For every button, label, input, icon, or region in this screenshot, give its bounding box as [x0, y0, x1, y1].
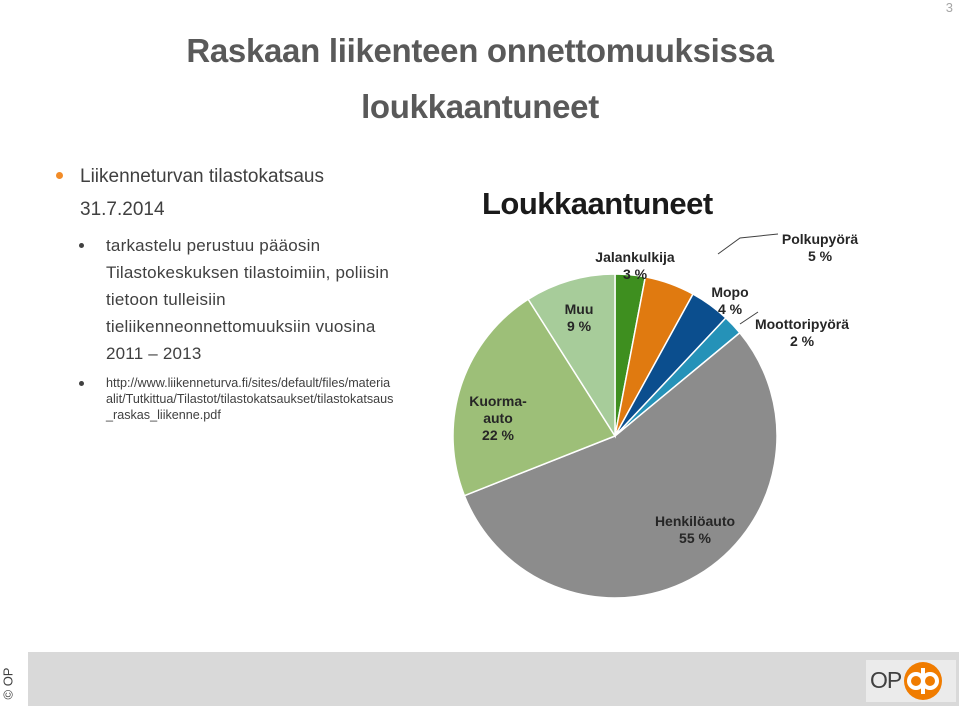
leader-line	[718, 234, 778, 254]
chart-title: Loukkaantuneet	[482, 186, 713, 221]
copyright	[0, 662, 24, 706]
footer-band	[28, 652, 959, 706]
op-logo-icon	[902, 660, 944, 702]
title-line-2: loukkaantuneet	[361, 88, 599, 125]
sub-bullet-dot-icon	[79, 381, 84, 386]
source-link[interactable]: http://www.liikenneturva.fi/sites/default/files/materiaalit/Tutkittua/Tilastot/tilastokatsaukset/tilastokatsaus_raskas_liikenne.pdf	[106, 376, 394, 422]
pie-chart	[440, 230, 880, 610]
bullet-main-line-2: 31.7.2014	[80, 199, 165, 220]
sub-bullet-description-text: tarkastelu perustuu pääosin Tilastokeskuksen tilastoimiin, poliisin tietoon tulleisiin tieliikenneonnettomuuksiin vuosina 2011 – 2013	[106, 236, 390, 363]
sub-bullet-link[interactable]	[56, 375, 396, 423]
bullet-main	[56, 160, 396, 226]
slice-label: Moottoripyörä 2 %	[754, 316, 850, 349]
slice-label: Polkupyörä 5 %	[781, 231, 859, 264]
op-logo-text: OP	[870, 667, 902, 693]
footer	[0, 652, 959, 706]
bullet-dot-icon	[56, 172, 63, 179]
slice-label: Henkilöauto 55 %	[654, 513, 736, 546]
title-line-1: Raskaan liikenteen onnettomuuksissa	[186, 32, 774, 69]
page-number: 3	[945, 0, 953, 15]
slice-label: Kuorma-auto 22 %	[469, 393, 527, 443]
sub-bullet-dot-icon	[79, 243, 84, 248]
copyright-text: © OP	[0, 667, 16, 700]
slice-label: Mopo 4 %	[711, 284, 749, 317]
slice-label: Muu 9 %	[564, 301, 594, 334]
sub-bullet-description	[56, 232, 396, 367]
slice-label: Jalankulkija 3 %	[595, 249, 675, 282]
bullet-main-line-1: Liikenneturvan tilastokatsaus	[80, 166, 324, 187]
bullet-list	[56, 160, 396, 423]
slide-title	[80, 34, 880, 124]
